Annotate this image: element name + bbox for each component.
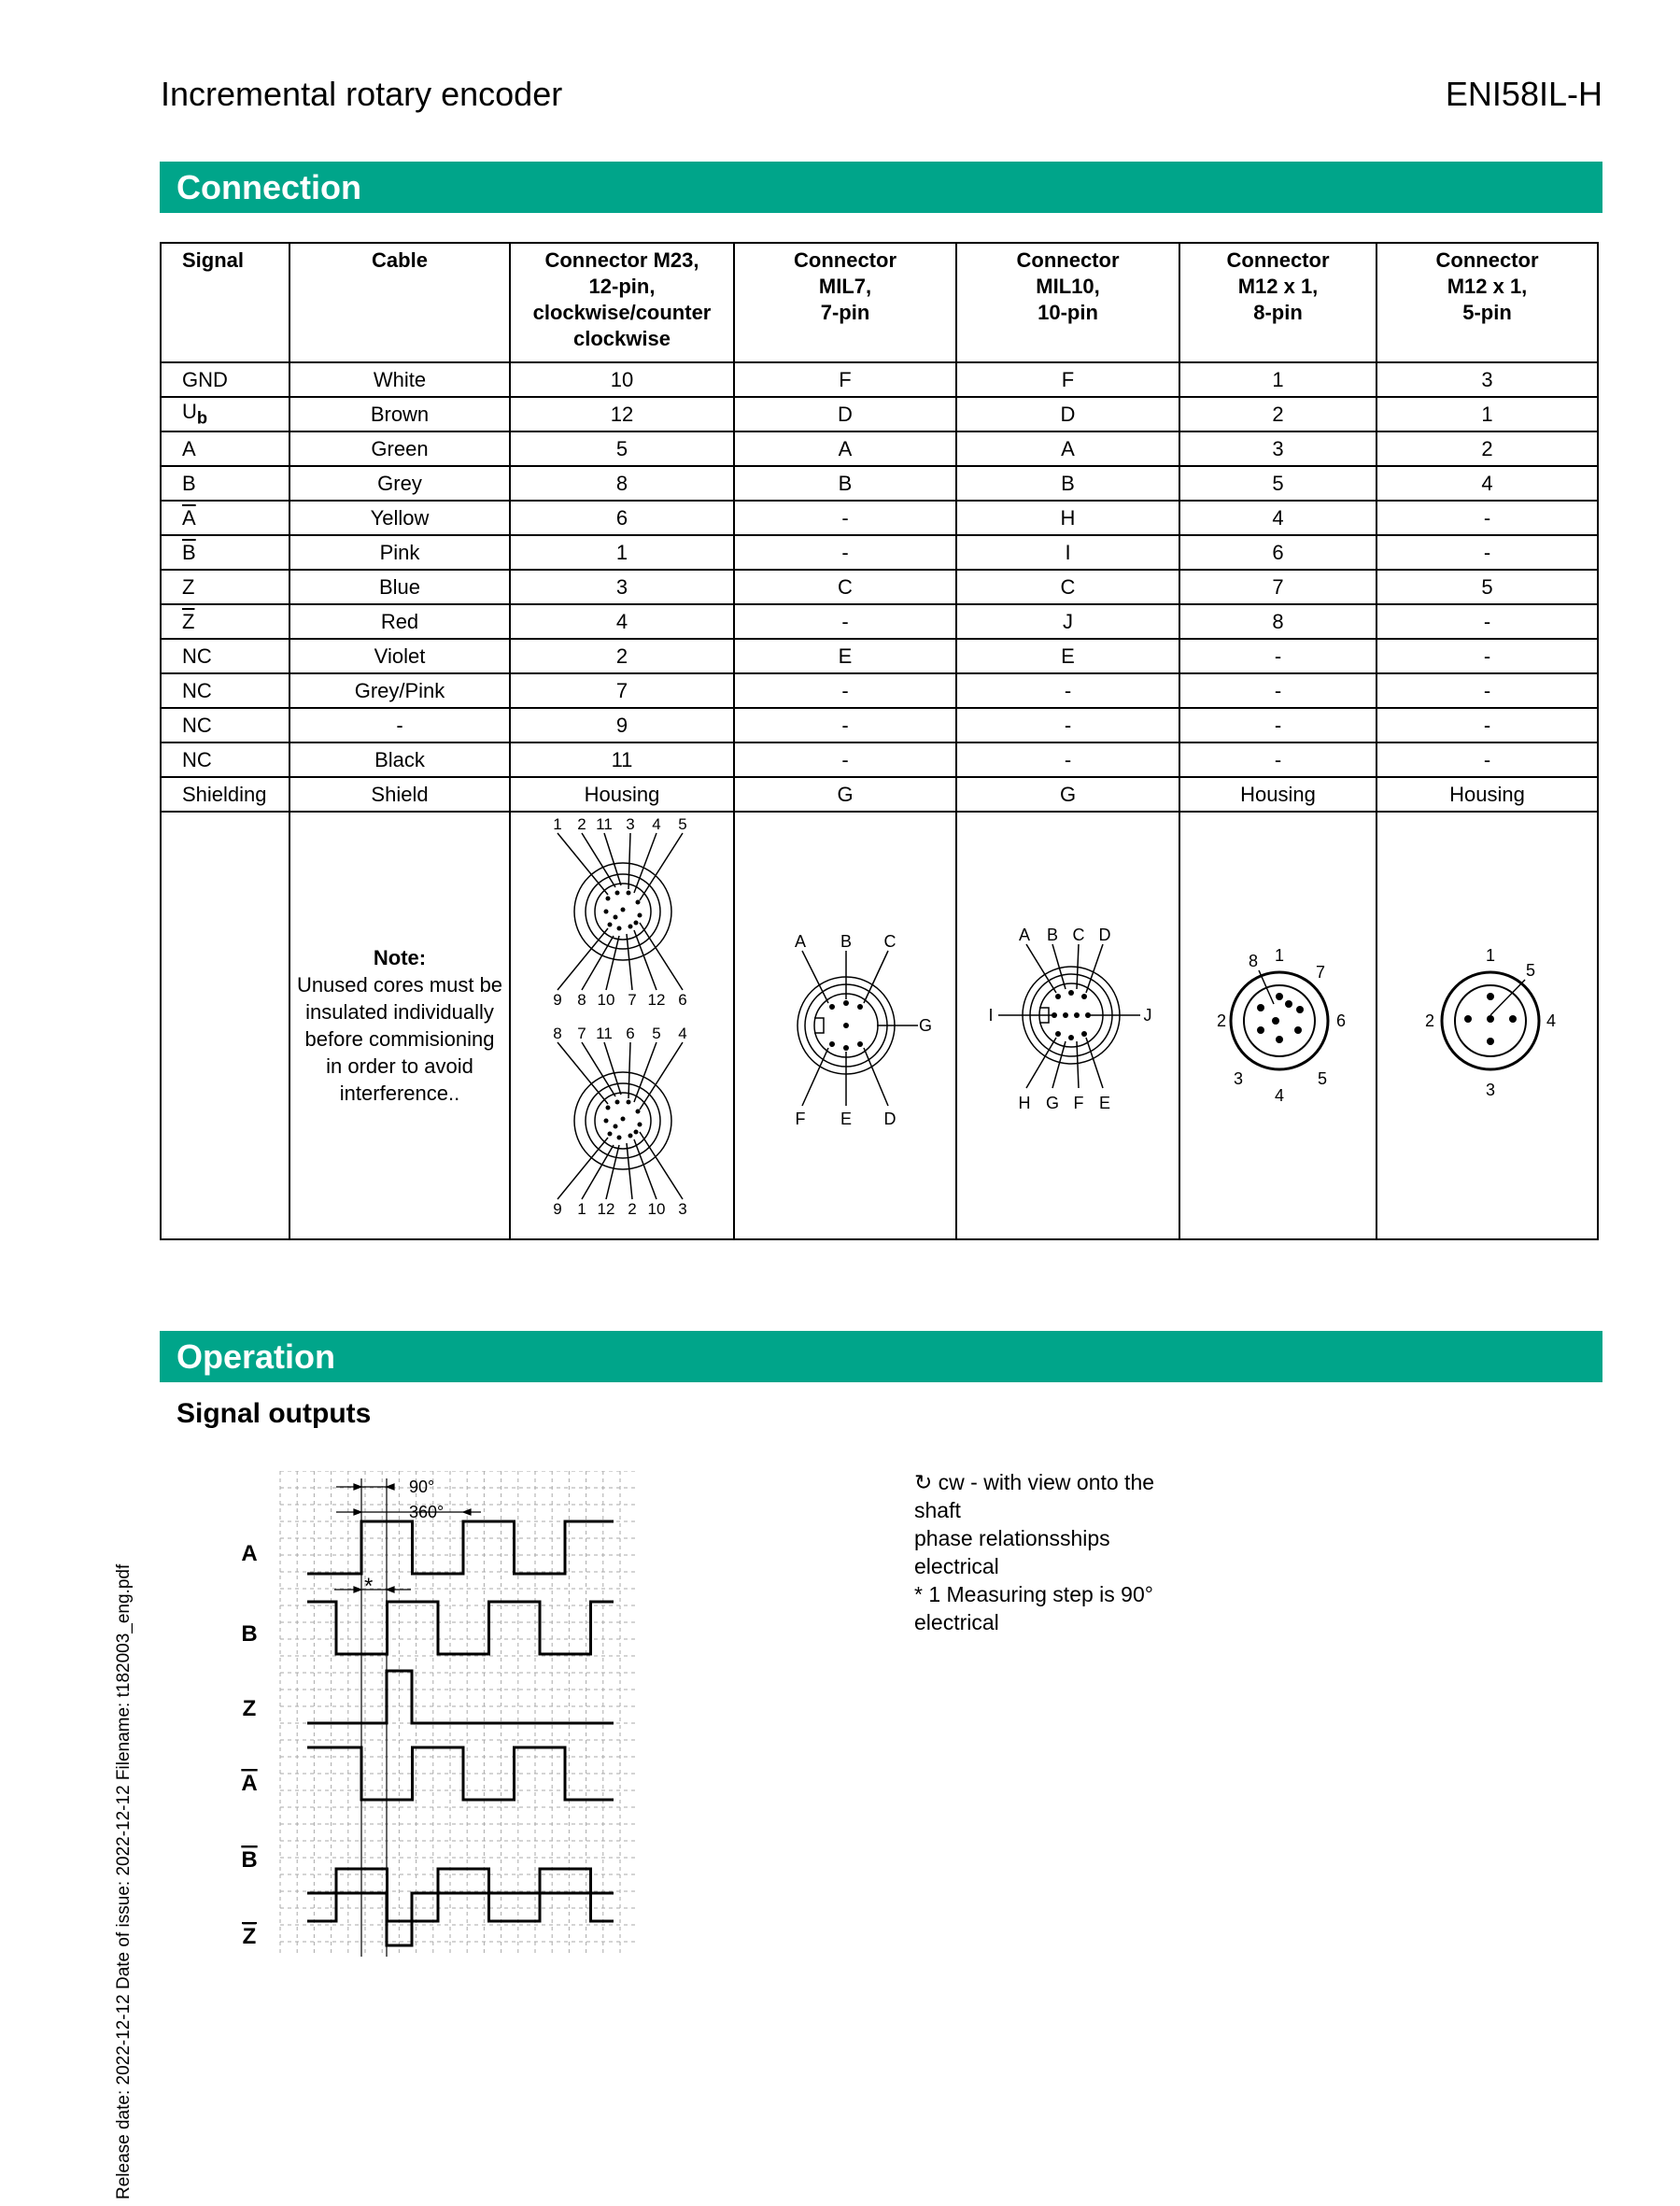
- table-cell: -: [956, 742, 1179, 777]
- legend-phase: phase relationsships electrical: [914, 1526, 1110, 1578]
- pin-label: 4: [1274, 1086, 1285, 1105]
- table-cell: 4: [1179, 501, 1376, 535]
- signal-cell: Z: [161, 570, 289, 604]
- table-cell: 3: [1376, 362, 1598, 397]
- pin-label: I: [988, 1006, 994, 1025]
- signal-label-z: Z: [242, 1696, 257, 1721]
- pin-label: 2: [577, 815, 586, 833]
- signal-label-b: B: [241, 1621, 258, 1647]
- waveform: [307, 1602, 614, 1654]
- table-cell: 1: [1376, 397, 1598, 431]
- pin-label: G: [918, 1016, 933, 1035]
- table-cell: H: [956, 501, 1179, 535]
- pin-label: A: [794, 932, 807, 951]
- header-cell: Signal: [161, 243, 289, 362]
- table-cell: Brown: [289, 397, 510, 431]
- table-cell: Pink: [289, 535, 510, 570]
- table-cell: 11: [510, 742, 734, 777]
- table-cell: G: [956, 777, 1179, 812]
- table-cell: -: [1179, 673, 1376, 708]
- waveform-z-inverted: [307, 1893, 614, 1945]
- signal-cell: $\overline{A}$: [161, 501, 289, 535]
- signal-cell: $\overline{Z}$: [161, 604, 289, 639]
- table-cell: E: [734, 639, 956, 673]
- pin-label: 7: [577, 1025, 586, 1042]
- connection-table: [160, 242, 1599, 1240]
- section-connection-heading: Connection: [160, 162, 1602, 213]
- signal-label-b-inverted: B: [241, 1847, 258, 1873]
- table-cell: -: [1179, 742, 1376, 777]
- table-cell: I: [956, 535, 1179, 570]
- table-cell: 1: [510, 535, 734, 570]
- table-cell: 9: [510, 708, 734, 742]
- pin-label: 3: [1233, 1069, 1244, 1088]
- pin-label: G: [1045, 1094, 1060, 1112]
- signal-cell: NC: [161, 639, 289, 673]
- table-cell: Shield: [289, 777, 510, 812]
- pin-label: 3: [678, 1200, 687, 1218]
- table-cell: C: [734, 570, 956, 604]
- dim-360-label: 360°: [409, 1503, 445, 1521]
- waveform: [307, 1521, 614, 1574]
- pin-label: 2: [1216, 1011, 1227, 1030]
- table-cell: 6: [1179, 535, 1376, 570]
- table-cell: Green: [289, 431, 510, 466]
- empty-cell: [161, 812, 289, 1239]
- pin-label: 12: [597, 1200, 615, 1218]
- pin-label: 5: [1317, 1069, 1328, 1088]
- table-cell: Blue: [289, 570, 510, 604]
- signal-label-a-inverted: A: [241, 1771, 258, 1796]
- table-cell: 12: [510, 397, 734, 431]
- header-cell: Connector MIL7, 7-pin: [734, 243, 956, 362]
- table-cell: Violet: [289, 639, 510, 673]
- table-cell: B: [956, 466, 1179, 501]
- pin-label: 7: [1315, 963, 1326, 982]
- pin-label: 1: [1274, 946, 1285, 965]
- mil10-pinout-diagram: [961, 911, 1176, 1135]
- m23-pinout-cell: [510, 812, 734, 1239]
- table-row: [161, 639, 1598, 673]
- signal-label-a: A: [241, 1541, 258, 1566]
- signal-cell: NC: [161, 708, 289, 742]
- pin-label: 3: [626, 815, 635, 833]
- table-row: [161, 777, 1598, 812]
- table-cell: -: [956, 673, 1179, 708]
- product-type: Incremental rotary encoder: [161, 75, 563, 113]
- pin-label: 11: [596, 1025, 613, 1042]
- table-cell: -: [734, 604, 956, 639]
- pin-label: 8: [1248, 952, 1259, 970]
- table-cell: -: [1376, 604, 1598, 639]
- table-cell: Housing: [510, 777, 734, 812]
- m12-5pin-cell: [1376, 812, 1598, 1239]
- pin-label: 11: [596, 815, 613, 833]
- pin-label: C: [1072, 926, 1085, 944]
- pin-label: E: [840, 1110, 853, 1128]
- table-cell: 7: [510, 673, 734, 708]
- signal-cell: NC: [161, 673, 289, 708]
- table-cell: 7: [1179, 570, 1376, 604]
- signal-outputs-heading: Signal outputs: [176, 1398, 372, 1429]
- table-cell: 10: [510, 362, 734, 397]
- pin-label: 7: [628, 991, 637, 1009]
- table-cell: D: [956, 397, 1179, 431]
- waveform-z: [307, 1671, 614, 1723]
- table-row: [161, 397, 1598, 431]
- table-cell: Grey: [289, 466, 510, 501]
- table-cell: G: [734, 777, 956, 812]
- legend-measuring-step: * 1 Measuring step is 90° electrical: [914, 1582, 1153, 1634]
- table-cell: 5: [510, 431, 734, 466]
- table-row: [161, 604, 1598, 639]
- pin-label: 4: [652, 815, 661, 833]
- header-cell: Connector M12 x 1, 8-pin: [1179, 243, 1376, 362]
- table-cell: 2: [510, 639, 734, 673]
- table-row: [161, 362, 1598, 397]
- table-cell: 4: [1376, 466, 1598, 501]
- table-cell: A: [734, 431, 956, 466]
- table-cell: 3: [1179, 431, 1376, 466]
- pin-label: F: [795, 1110, 806, 1128]
- table-cell: -: [1376, 501, 1598, 535]
- pin-label: 1: [1485, 946, 1496, 965]
- table-cell: E: [956, 639, 1179, 673]
- pin-label: 12: [647, 991, 666, 1009]
- m12-8pin-cell: [1179, 812, 1376, 1239]
- pin-label: 10: [597, 991, 615, 1009]
- table-row: [161, 466, 1598, 501]
- table-row: [161, 431, 1598, 466]
- pin-label: H: [1018, 1094, 1031, 1112]
- table-cell: -: [734, 742, 956, 777]
- pin-label: J: [1143, 1006, 1152, 1025]
- table-cell: 4: [510, 604, 734, 639]
- table-cell: White: [289, 362, 510, 397]
- m12-5pin-diagram: [1381, 929, 1595, 1116]
- pin-label: 6: [678, 991, 687, 1009]
- pin-label: B: [1046, 926, 1059, 944]
- note-text: Unused cores must be insulated individually before commisioning in order to avoid interference..: [296, 973, 503, 1105]
- table-row: [161, 501, 1598, 535]
- header-cell: Cable: [289, 243, 510, 362]
- table-cell: 5: [1179, 466, 1376, 501]
- table-cell: -: [1376, 639, 1598, 673]
- pin-label: 6: [626, 1025, 635, 1042]
- pin-label: C: [883, 932, 896, 951]
- table-cell: B: [734, 466, 956, 501]
- header-cell: Connector MIL10, 10-pin: [956, 243, 1179, 362]
- pin-label: 2: [1424, 1011, 1435, 1030]
- signal-cell: GND: [161, 362, 289, 397]
- table-cell: Black: [289, 742, 510, 777]
- table-cell: -: [734, 708, 956, 742]
- table-row: [161, 742, 1598, 777]
- signal-output-diagram: [224, 1471, 654, 1975]
- table-cell: -: [1376, 535, 1598, 570]
- table-cell: 6: [510, 501, 734, 535]
- table-row: [161, 570, 1598, 604]
- pinout-row: [161, 812, 1598, 1239]
- pin-label: 1: [577, 1200, 586, 1218]
- note-cell: [289, 812, 510, 1239]
- signal-label-z-inverted: Z: [242, 1924, 257, 1949]
- measuring-step-star: *: [364, 1574, 374, 1599]
- m12-8pin-diagram: [1184, 929, 1374, 1116]
- pin-label: 5: [1525, 961, 1536, 980]
- legend: [914, 1468, 1157, 1636]
- signal-cell: A: [161, 431, 289, 466]
- mil7-pinout-cell: [734, 812, 956, 1239]
- model-number: ENI58IL-H: [1445, 75, 1602, 113]
- table-cell: Grey/Pink: [289, 673, 510, 708]
- section-operation-heading: Operation: [160, 1331, 1602, 1382]
- pin-label: 4: [678, 1025, 687, 1042]
- header-cell: Connector M23, 12-pin, clockwise/counter clockwise: [510, 243, 734, 362]
- table-cell: -: [289, 708, 510, 742]
- table-cell: -: [734, 535, 956, 570]
- pin-label: D: [883, 1110, 896, 1128]
- table-row: [161, 673, 1598, 708]
- pin-label: D: [1098, 926, 1111, 944]
- waveform: [307, 1869, 614, 1921]
- table-cell: -: [734, 673, 956, 708]
- pin-label: 3: [1485, 1081, 1496, 1099]
- table-cell: 5: [1376, 570, 1598, 604]
- table-cell: D: [734, 397, 956, 431]
- note-title: Note:: [373, 946, 427, 969]
- mil7-pinout-diagram: [739, 906, 953, 1139]
- table-cell: C: [956, 570, 1179, 604]
- pin-label: A: [1018, 926, 1031, 944]
- signal-cell: NC: [161, 742, 289, 777]
- table-cell: Red: [289, 604, 510, 639]
- header-cell: Connector M12 x 1, 5-pin: [1376, 243, 1598, 362]
- table-cell: -: [734, 501, 956, 535]
- m23-pinout-diagram: [515, 813, 731, 1233]
- legend-rotation: ↻ cw - with view onto the shaft: [914, 1470, 1155, 1522]
- table-cell: Housing: [1179, 777, 1376, 812]
- table-cell: 1: [1179, 362, 1376, 397]
- pin-label: 8: [577, 991, 586, 1009]
- footer-release-info: Release date: 2022-12-12 Date of issue: 2022-12-12 Filename: t182003_eng.pdf: [114, 1563, 134, 2199]
- pin-label: 9: [553, 991, 562, 1009]
- pin-label: 5: [678, 815, 687, 833]
- pin-label: E: [1098, 1094, 1111, 1112]
- signal-cell: $U_b$: [161, 397, 289, 431]
- table-row: [161, 708, 1598, 742]
- mil10-pinout-cell: [956, 812, 1179, 1239]
- table-cell: -: [1179, 708, 1376, 742]
- table-cell: Yellow: [289, 501, 510, 535]
- table-cell: -: [956, 708, 1179, 742]
- pin-label: 4: [1546, 1011, 1557, 1030]
- pin-label: F: [1073, 1094, 1084, 1112]
- signal-cell: B: [161, 466, 289, 501]
- pin-label: B: [840, 932, 853, 951]
- table-cell: 2: [1376, 431, 1598, 466]
- table-cell: 8: [1179, 604, 1376, 639]
- pin-label: 10: [647, 1200, 666, 1218]
- pin-label: 9: [553, 1200, 562, 1218]
- table-row: [161, 535, 1598, 570]
- table-cell: F: [956, 362, 1179, 397]
- dim-90-label: 90°: [409, 1478, 435, 1496]
- table-cell: A: [956, 431, 1179, 466]
- table-cell: F: [734, 362, 956, 397]
- table-cell: 8: [510, 466, 734, 501]
- table-cell: 2: [1179, 397, 1376, 431]
- pin-label: 8: [553, 1025, 562, 1042]
- table-cell: -: [1179, 639, 1376, 673]
- table-cell: Housing: [1376, 777, 1598, 812]
- table-cell: -: [1376, 708, 1598, 742]
- table-header-row: [161, 243, 1598, 362]
- signal-cell: $\overline{B}$: [161, 535, 289, 570]
- pin-label: 1: [553, 815, 562, 833]
- table-cell: 3: [510, 570, 734, 604]
- table-cell: -: [1376, 673, 1598, 708]
- signal-cell: Shielding: [161, 777, 289, 812]
- pin-label: 2: [628, 1200, 637, 1218]
- pin-label: 6: [1335, 1011, 1347, 1030]
- table-cell: -: [1376, 742, 1598, 777]
- pin-label: 5: [652, 1025, 661, 1042]
- table-cell: J: [956, 604, 1179, 639]
